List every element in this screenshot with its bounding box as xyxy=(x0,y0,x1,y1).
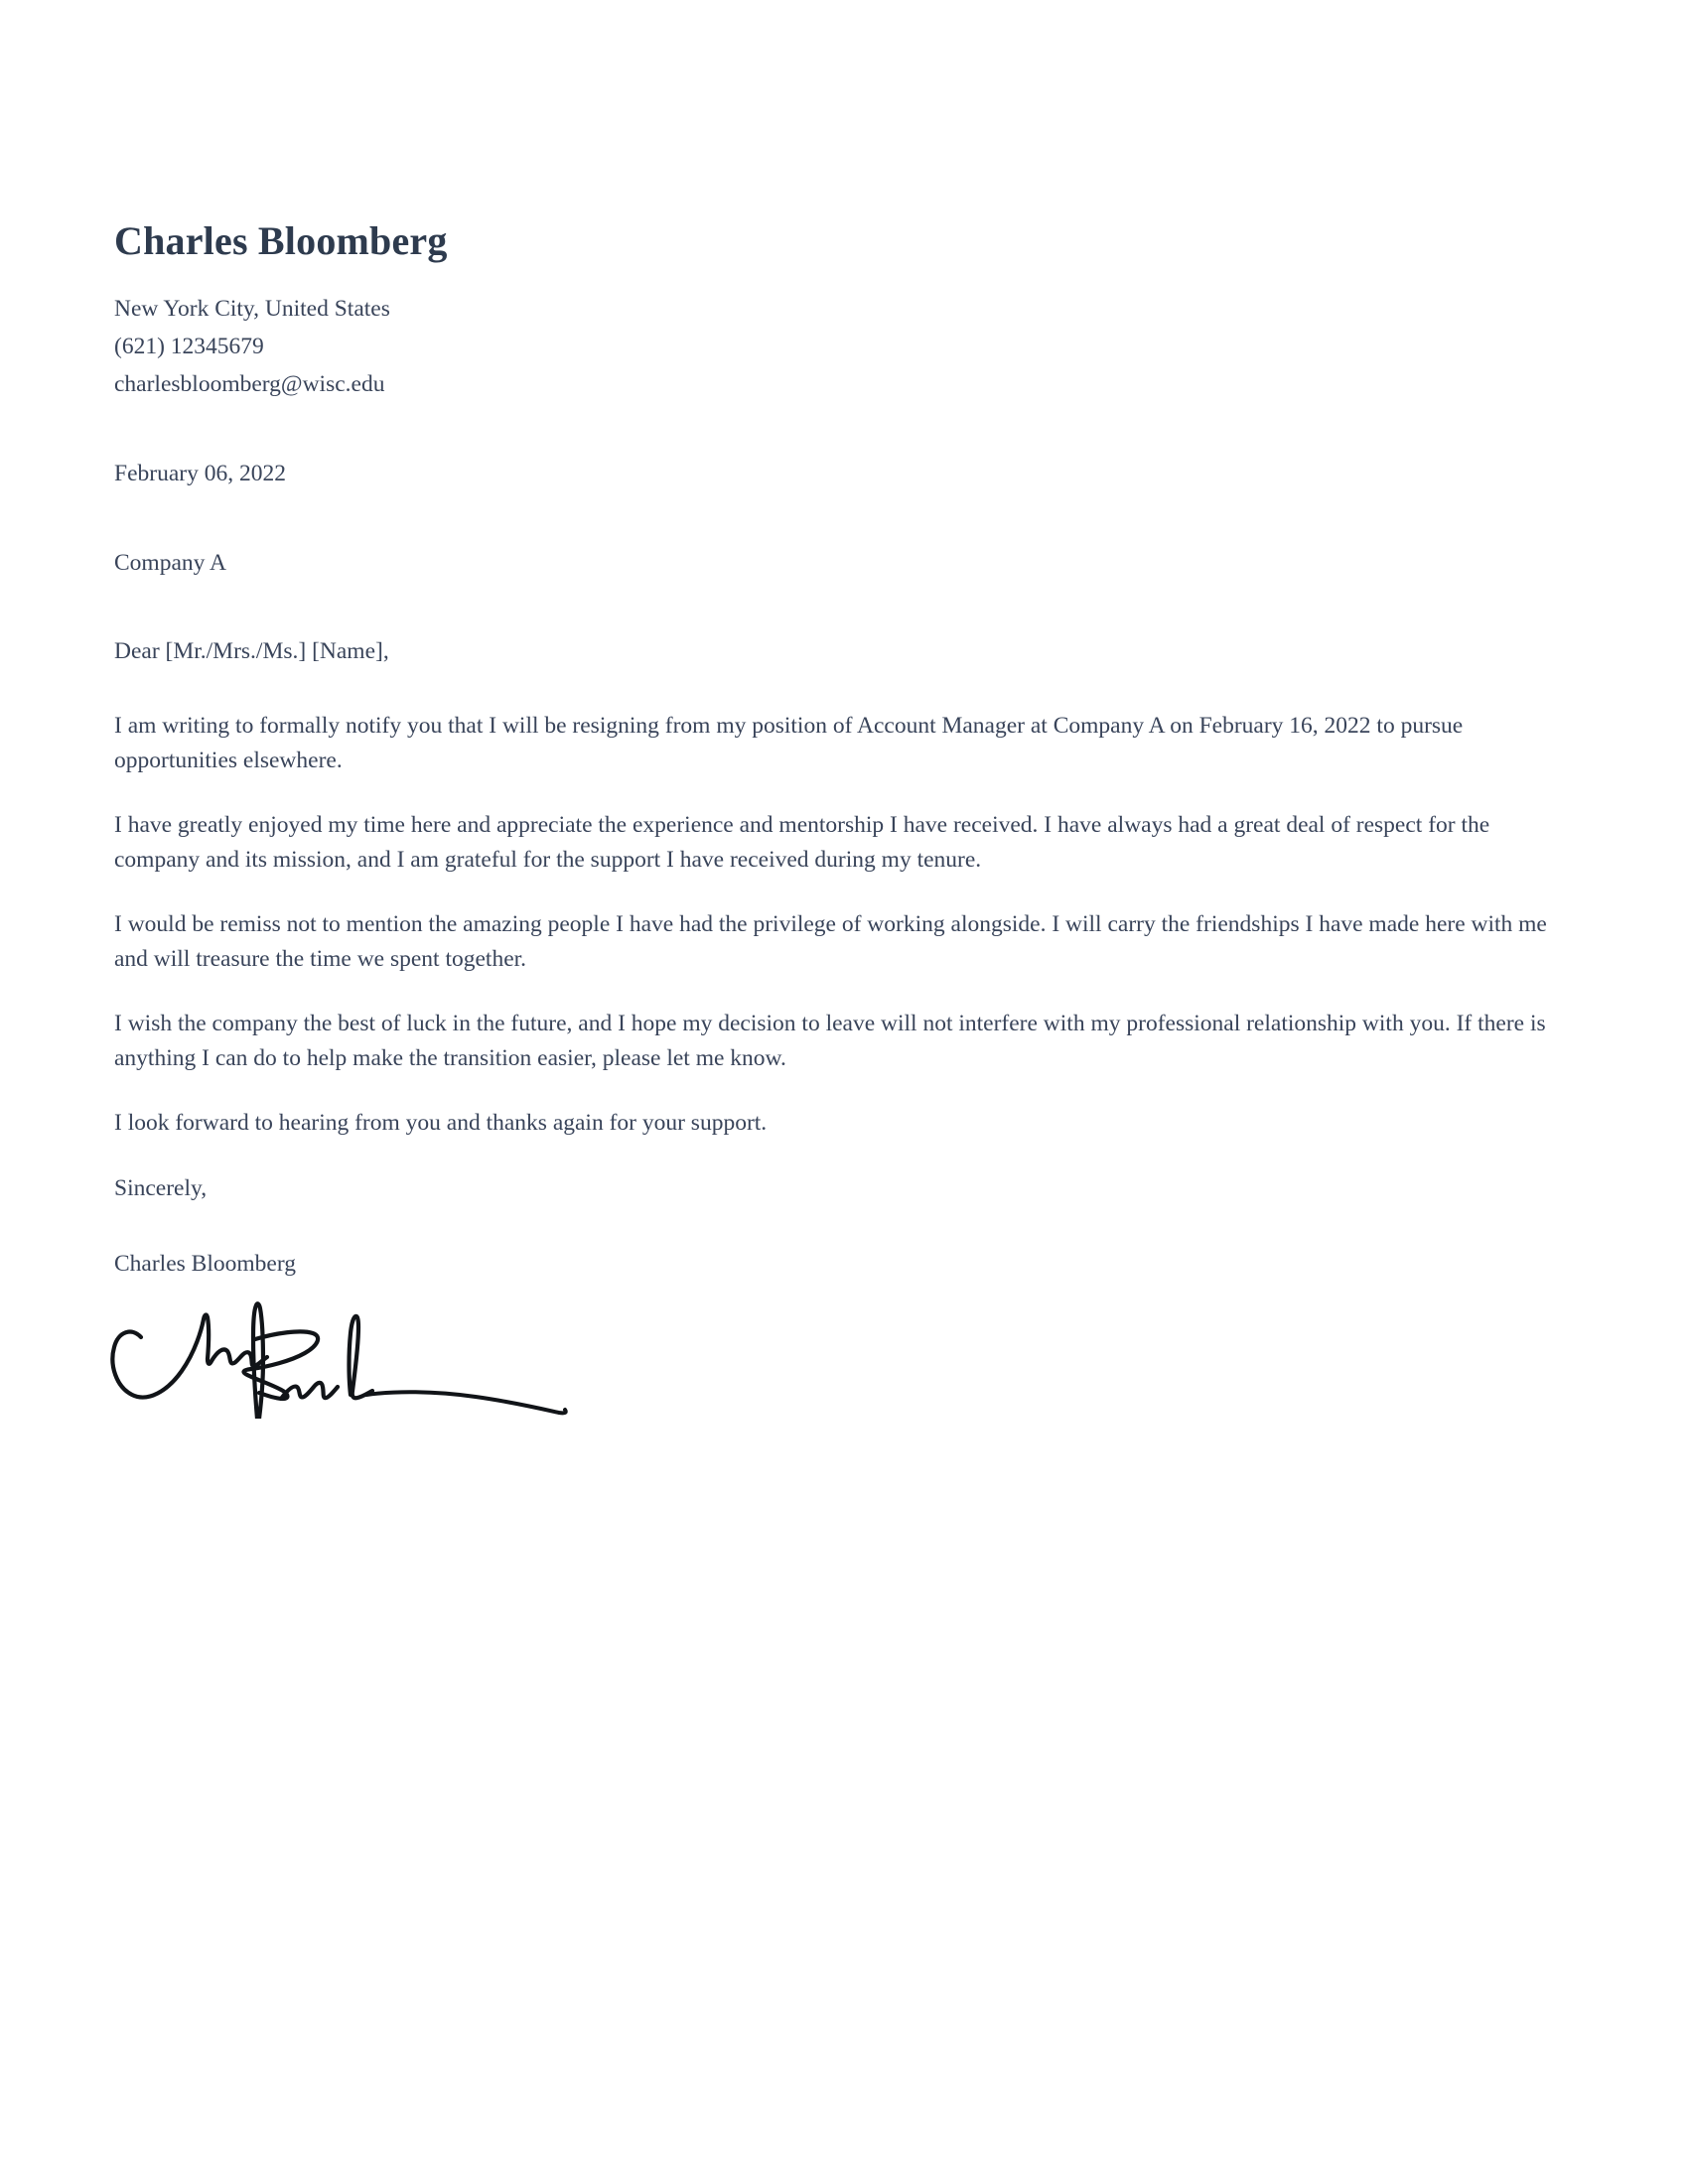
sender-email: charlesbloomberg@wisc.edu xyxy=(114,371,385,398)
body-paragraph: I am writing to formally notify you that I will be resigning from my position of Account Manager at Company A on February 16, 2022 to pursue opportunities elsewhere. xyxy=(114,712,1464,773)
sender-contact-block xyxy=(114,290,1549,403)
sender-phone: (621) 12345679 xyxy=(114,334,264,360)
signature-name: Charles Bloomberg xyxy=(114,1250,296,1277)
salutation: Dear [Mr./Mrs./Ms.] [Name], xyxy=(114,638,389,665)
letter-date: February 06, 2022 xyxy=(114,461,286,487)
body-paragraph: I wish the company the best of luck in the future, and I hope my decision to leave will not interfere with my professional relationship with you. If there is anything I can do to help make the transition easier, please let me know. xyxy=(114,1011,1546,1071)
sender-location: New York City, United States xyxy=(114,296,390,322)
body-paragraph: I would be remiss not to mention the amazing people I have had the privilege of working alongside. I will carry the friendships I have made here with me and will treasure the time we spent together. xyxy=(114,911,1547,972)
signoff-line: Sincerely, xyxy=(114,1175,208,1202)
handwritten-signature-icon xyxy=(106,1299,583,1419)
letter-body xyxy=(114,709,1549,1419)
page-title: Charles Bloomberg xyxy=(114,218,448,263)
body-paragraph: I have greatly enjoyed my time here and appreciate the experience and mentorship I have received. I have always had a great deal of respect for the company and its mission, and I am grateful for the support I have received during my tenure. xyxy=(114,812,1490,873)
closing-line: I look forward to hearing from you and thanks again for your support. xyxy=(114,1110,768,1137)
recipient-company: Company A xyxy=(114,549,226,576)
